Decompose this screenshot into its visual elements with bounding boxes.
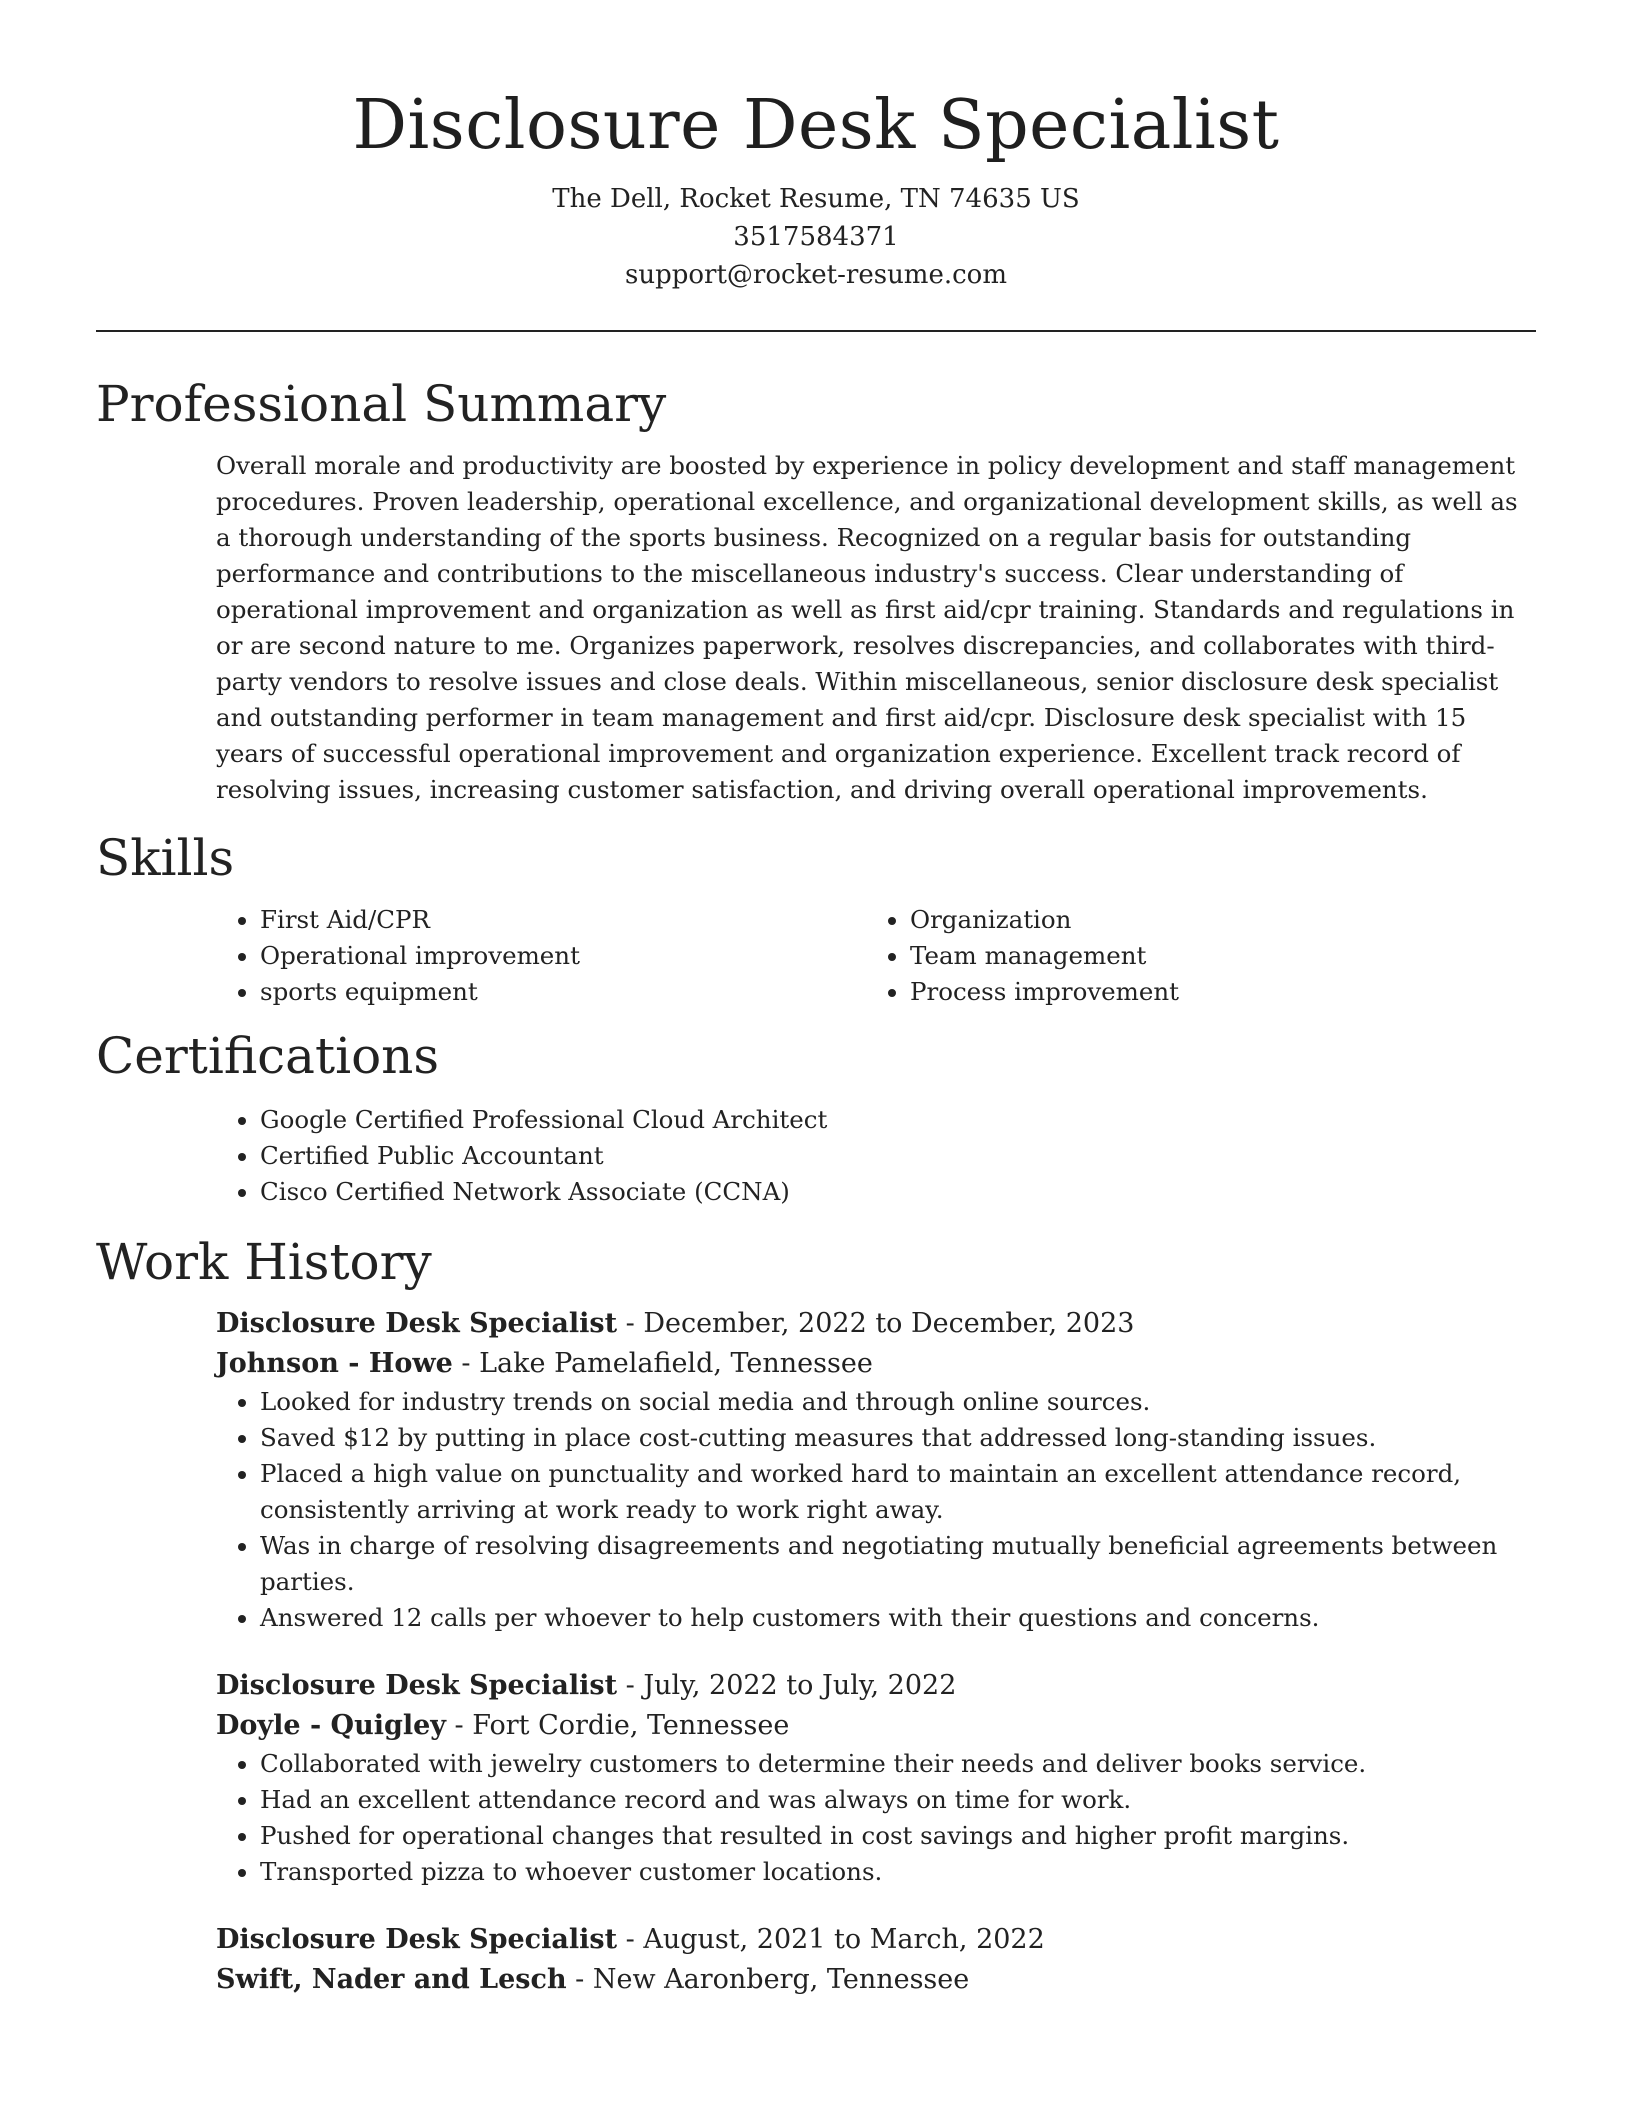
certification-item: • Certified Public Accountant [260,1138,1536,1174]
job-title-line [216,1920,1536,1960]
job-company: Swift, Nader and Lesch [216,1964,567,1995]
job-duty-item: • Had an excellent attendance record and was always on time for work. [260,1782,1536,1818]
header-divider [96,330,1536,332]
job-entry [216,1666,1536,1890]
job-title-line [216,1304,1536,1344]
job-company-line [216,1706,1536,1746]
contact-email: support@rocket-resume.com [624,260,1007,290]
job-company: Johnson - Howe [216,1348,453,1379]
skill-item: • Process improvement [910,974,1516,1010]
job-duty-item: • Transported pizza to whoever customer locations. [260,1854,1536,1890]
job-duty-item: • Answered 12 calls per whoever to help customers with their questions and concerns. [260,1600,1536,1636]
skill-item: • Organization [910,902,1516,938]
job-dates: - December, 2022 to December, 2023 [617,1308,1135,1339]
job-duties-list [216,1746,1536,1890]
certifications-section [96,1024,1536,1210]
resume-name: Disclosure Desk Specialist [352,86,1280,165]
job-duty-item: • Was in charge of resolving disagreements and negotiating mutually beneficial agreements between parties. [260,1528,1536,1600]
contact-phone: 3517584371 [733,222,899,252]
job-company-line [216,1960,1536,2000]
job-duty-item: • Saved $12 by putting in place cost-cutting measures that addressed long-standing issues. [260,1420,1536,1456]
job-entry [216,1920,1536,2000]
job-location: - Fort Cordie, Tennessee [445,1710,790,1741]
certification-item: • Cisco Certified Network Associate (CCNA) [260,1174,1536,1210]
summary-section [96,372,1536,808]
work-history-section [96,1230,1536,2000]
job-title-line [216,1666,1536,1706]
work-history-heading: Work History [96,1233,432,1291]
resume-page [96,0,1536,2000]
job-dates: - August, 2021 to March, 2022 [617,1924,1045,1955]
job-company-line [216,1344,1536,1384]
job-duty-item: • Looked for industry trends on social media and through online sources. [260,1384,1536,1420]
skill-item: • Operational improvement [260,938,866,974]
summary-heading: Professional Summary [96,375,667,433]
skills-grid [216,902,1536,1010]
certifications-heading: Certifications [96,1027,440,1085]
job-dates: - July, 2022 to July, 2022 [617,1670,957,1701]
skill-item: • Team management [910,938,1516,974]
job-duty-item: • Collaborated with jewelry customers to determine their needs and deliver books service. [260,1746,1536,1782]
skill-item: • sports equipment [260,974,866,1010]
certifications-list [216,1102,1536,1210]
job-title: Disclosure Desk Specialist [216,1308,618,1339]
skills-section [96,826,1536,1010]
job-entry [216,1304,1536,1636]
skills-list-left [216,902,866,1010]
job-location: - New Aaronberg, Tennessee [566,1964,970,1995]
job-duty-item: • Placed a high value on punctuality and worked hard to maintain an excellent attendance record, consistently arriving at work ready to work right away. [260,1456,1536,1528]
job-duties-list [216,1384,1536,1636]
contact-address: The Dell, Rocket Resume, TN 74635 US [552,184,1080,214]
skills-list-right [866,902,1516,1010]
summary-text: Overall morale and productivity are boosted by experience in policy development and staff management procedures. Proven leadership, operational excellence, and organizational development skills, as well as a thorough understanding of the sports business. Recognized on a regular basis for outstanding performance and contributions to the miscellaneous industry's success. Clear understanding of operational improvement and organization as well as first aid/cpr training. Standards and regulations in or are second nature to me. Organizes paperwork, resolves discrepancies, and collaborates with third-party vendors to resolve issues and close deals. Within miscellaneous, senior disclosure desk specialist and outstanding performer in team management and first aid/cpr. Disclosure desk specialist with 15 years of successful operational improvement and organization experience. Excellent track record of resolving issues, increasing customer satisfaction, and driving overall operational improvements. [216,451,1518,804]
certification-item: • Google Certified Professional Cloud Architect [260,1102,1536,1138]
job-title: Disclosure Desk Specialist [216,1670,618,1701]
skill-item: • First Aid/CPR [260,902,866,938]
resume-header [96,0,1536,294]
job-company: Doyle - Quigley [216,1710,446,1741]
job-location: - Lake Pamelafield, Tennessee [452,1348,873,1379]
job-duty-item: • Pushed for operational changes that resulted in cost savings and higher profit margins. [260,1818,1536,1854]
job-title: Disclosure Desk Specialist [216,1924,618,1955]
skills-heading: Skills [96,829,235,887]
